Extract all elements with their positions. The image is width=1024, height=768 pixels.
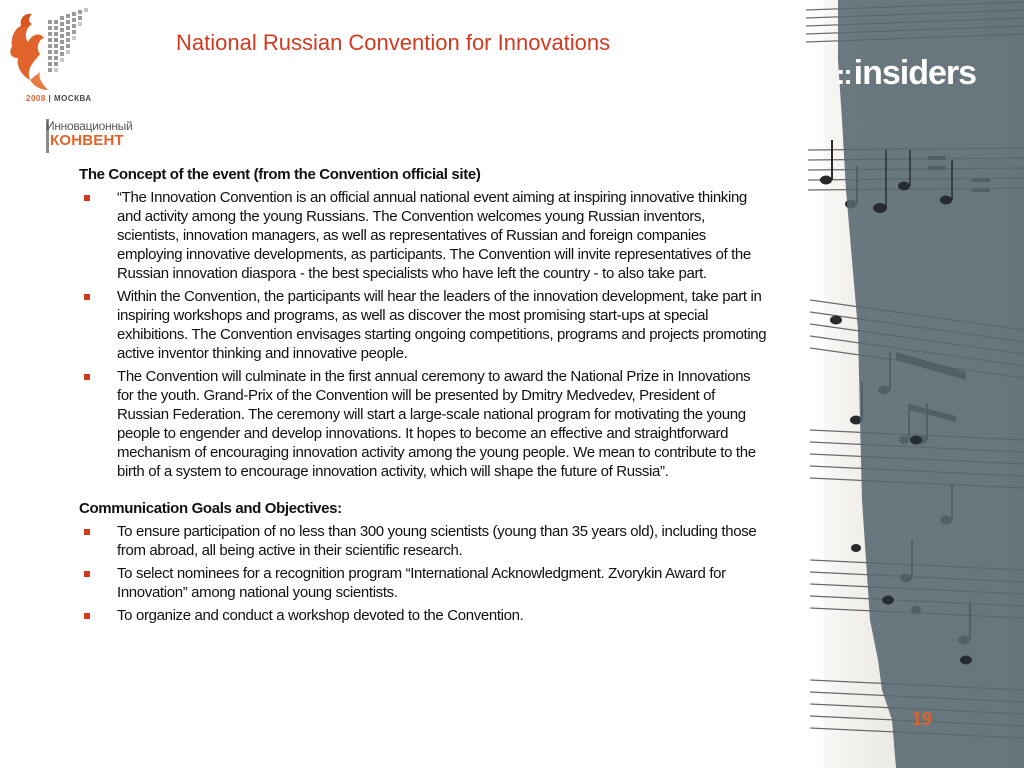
list-item: “The Innovation Convention is an official annual national event aiming at inspiring innovative thinking and activity among the young Russians. The Convention welcomes young Russian inventors, scientists, innovation managers, as well as representatives of Russian and foreign companies employing innovative developments, as participants. The Convention will invite representatives of the Russian innovation diaspora - the best specialists who have left the country - to also take part. [79, 188, 769, 283]
slide-body [79, 165, 769, 629]
logo-text-line1: Инновационный [46, 119, 133, 133]
list-item: To select nominees for a recognition program “International Acknowledgment. Zvorykin Award for Innovation” among national young scientists. [79, 564, 769, 602]
convention-logo [4, 6, 154, 156]
logo-year: 2008 | МОСКВА [26, 94, 92, 103]
list-item: To ensure participation of no less than 300 young scientists (young than 35 years old), including those from abroad, all being active in their scientific research. [79, 522, 769, 560]
list-item: To organize and conduct a workshop devoted to the Convention. [79, 606, 769, 625]
sheet-music-background [796, 0, 1024, 768]
insiders-brand-logo: ::insiders [836, 54, 977, 92]
list-item: Within the Convention, the participants will hear the leaders of the innovation development, take part in inspiring workshops and programs, as well as discover the most promising start-ups at special exhibitions. The Convention envisages starting ongoing competitions, programs and projects promoting active inventor thinking and innovative people. [79, 287, 769, 363]
logo-text-line2: КОНВЕНТ [50, 132, 124, 149]
slide-title: National Russian Convention for Innovations [176, 30, 611, 55]
concept-bullet-list [79, 188, 769, 481]
phoenix-emblem-icon [4, 6, 94, 94]
section-heading-concept: The Concept of the event (from the Convention official site) [79, 166, 481, 183]
section-heading-goals: Communication Goals and Objectives: [79, 500, 342, 517]
list-item: The Convention will culminate in the first annual ceremony to award the National Prize in Innovations for the youth. Grand-Prix of the Convention will be presented by Dmitry Medvedev, President of Russian Federation. The ceremony will start a large-scale national program for motivating the young people to engender and develop innovations. It hopes to become an effective and straightforward mechanism of encouraging innovation activity among the young people. We mean to contribute to the birth of a system to encourage innovation activity, which will shape the future of Russia”. [79, 367, 769, 481]
page-number: 19 [912, 709, 933, 729]
goals-bullet-list [79, 522, 769, 625]
